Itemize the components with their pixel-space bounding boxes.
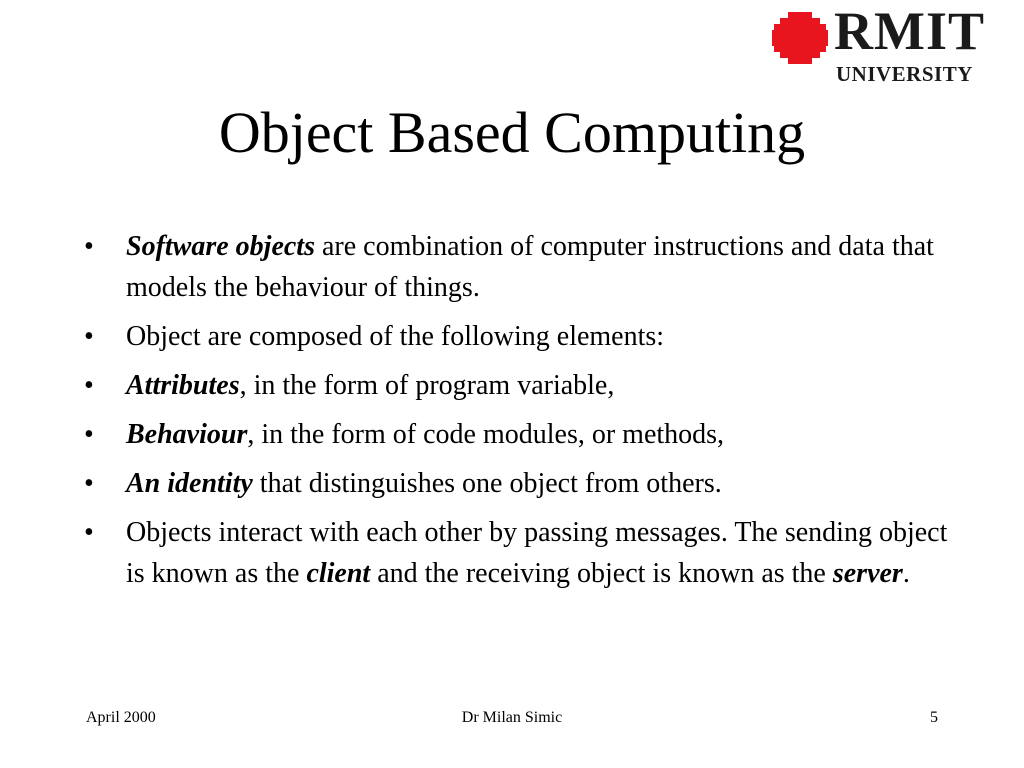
rmit-logo — [772, 1, 996, 88]
term-server: server — [832, 558, 903, 589]
bullet-software-objects — [80, 226, 960, 308]
bullet-identity — [80, 463, 960, 504]
term-software-objects: Software objects — [126, 231, 315, 262]
bullet-text: , in the form of code modules, or methods, — [247, 419, 725, 450]
bullet-attributes — [80, 365, 960, 406]
term-client: client — [306, 558, 371, 589]
bullet-object-composition — [80, 316, 960, 357]
footer-page-number: 5 — [930, 709, 938, 726]
bullet-text: are combination of computer instructions and data that models the behaviour of things. — [126, 231, 934, 303]
footer-author: Dr Milan Simic — [461, 709, 563, 726]
bullet-list — [80, 226, 960, 602]
bullet-symbol: • — [84, 419, 94, 450]
bullet-symbol: • — [84, 231, 94, 262]
bullet-behaviour — [80, 414, 960, 455]
bullet-symbol: • — [84, 468, 94, 499]
bullet-text: Object are composed of the following elements: — [126, 321, 665, 352]
slide-title: Object Based Computing — [218, 100, 806, 165]
bullet-text: Objects interact with each other by passing messages. The sending object is known as the — [126, 517, 948, 589]
bullet-text: , in the form of program variable, — [239, 370, 615, 401]
bullet-text: that distinguishes one object from others. — [252, 468, 722, 499]
bullet-symbol: • — [84, 370, 94, 401]
footer-date: April 2000 — [86, 709, 156, 726]
bullet-symbol: • — [84, 321, 94, 352]
logo-subtitle: UNIVERSITY — [836, 62, 973, 86]
bullet-text: and the receiving object is known as the — [370, 558, 833, 589]
rmit-pixel-mark-icon — [772, 12, 828, 64]
bullet-symbol: • — [84, 517, 94, 548]
bullet-text: . — [902, 558, 910, 589]
term-identity: An identity — [126, 468, 253, 499]
logo-name: RMIT — [834, 1, 985, 61]
term-behaviour: Behaviour — [126, 419, 248, 450]
term-attributes: Attributes — [126, 370, 240, 401]
bullet-messages — [80, 512, 960, 594]
